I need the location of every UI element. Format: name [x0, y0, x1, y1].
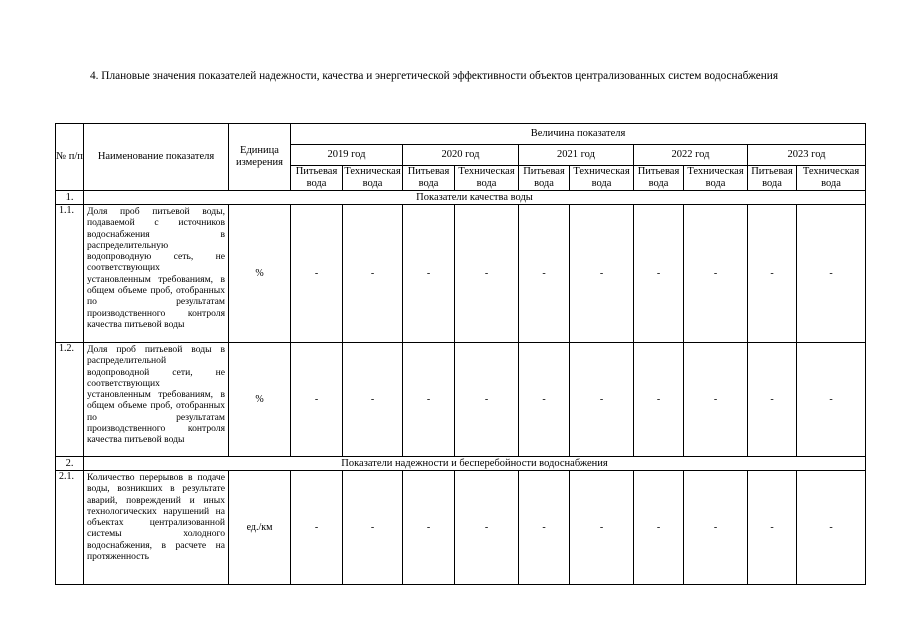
header-drinking: Питьевая вода: [748, 166, 797, 191]
header-year: 2021 год: [519, 145, 634, 166]
section-row: [56, 191, 866, 205]
indicators-table: [55, 123, 866, 585]
header-row-1: [56, 124, 866, 145]
value-cell: -: [748, 471, 797, 585]
header-drinking: Питьевая вода: [519, 166, 570, 191]
table-row: [56, 343, 866, 457]
section-number: 1.: [56, 191, 84, 205]
header-drinking: Питьевая вода: [634, 166, 684, 191]
value-cell: -: [519, 343, 570, 457]
header-year: 2020 год: [403, 145, 519, 166]
header-year: 2023 год: [748, 145, 866, 166]
value-cell: -: [519, 471, 570, 585]
value-cell: -: [403, 471, 455, 585]
section-number: 2.: [56, 457, 84, 471]
value-cell: -: [343, 471, 403, 585]
indicator-unit: %: [229, 343, 291, 457]
indicator-unit: ед./км: [229, 471, 291, 585]
header-value: Величина показателя: [291, 124, 866, 145]
header-num: № п/п: [56, 124, 84, 191]
indicator-name: Количество перерывов в подаче воды, возникших в результате аварий, повреждений и иных технологических нарушений на объектах централизованной системы холодного водоснабжения, в расчете на протяженность: [84, 471, 229, 585]
value-cell: -: [455, 471, 519, 585]
header-drinking: Питьевая вода: [291, 166, 343, 191]
header-technical: Техническая вода: [344, 166, 401, 189]
section-title: Показатели надежности и бесперебойности водоснабжения: [84, 457, 866, 471]
value-cell: -: [570, 343, 634, 457]
row-number: 1.2.: [56, 343, 84, 457]
value-cell: -: [797, 343, 866, 457]
value-cell: -: [570, 205, 634, 343]
header-year: 2019 год: [291, 145, 403, 166]
value-cell: -: [634, 471, 684, 585]
row-number: 2.1.: [56, 471, 84, 585]
value-cell: -: [291, 471, 343, 585]
value-cell: -: [455, 343, 519, 457]
table-row: [56, 205, 866, 343]
header-technical: Техническая вода: [684, 166, 748, 191]
value-cell: -: [519, 205, 570, 343]
section-row: [56, 457, 866, 471]
value-cell: -: [634, 343, 684, 457]
value-cell: -: [684, 205, 748, 343]
value-cell: -: [797, 471, 866, 585]
header-technical: Техническая вода: [570, 166, 634, 191]
indicator-unit: %: [229, 205, 291, 343]
value-cell: -: [684, 343, 748, 457]
value-cell: -: [748, 205, 797, 343]
section-heading: [62, 69, 858, 84]
header-drinking: Питьевая вода: [403, 166, 455, 191]
value-cell: -: [797, 205, 866, 343]
section-heading-text: 4. Плановые значения показателей надежности, качества и энергетической эффективности объектов централизованных систем водоснабжения: [90, 70, 779, 82]
header-year: 2022 год: [634, 145, 748, 166]
value-cell: -: [403, 343, 455, 457]
header-unit: Единица измерения: [229, 124, 291, 191]
value-cell: -: [403, 205, 455, 343]
value-cell: -: [684, 471, 748, 585]
header-technical: Техническая вода: [797, 166, 866, 191]
value-cell: -: [291, 343, 343, 457]
table-row: [56, 471, 866, 585]
value-cell: -: [455, 205, 519, 343]
value-cell: -: [570, 471, 634, 585]
value-cell: -: [343, 343, 403, 457]
row-number: 1.1.: [56, 205, 84, 343]
value-cell: -: [343, 205, 403, 343]
section-title: Показатели качества воды: [84, 191, 866, 205]
value-cell: -: [634, 205, 684, 343]
header-technical: Техническая вода: [455, 166, 519, 191]
value-cell: -: [291, 205, 343, 343]
indicator-name: Доля проб питьевой воды в распределительной водопроводной сети, не соответствующих установленным требованиям, в общем объеме проб, отобранных по результатам производственного контроля качества питьевой воды: [84, 343, 229, 457]
value-cell: -: [748, 343, 797, 457]
header-name: Наименование показателя: [84, 124, 229, 191]
indicator-name: Доля проб питьевой воды, подаваемой с источников водоснабжения в распределительную водопроводную сеть, не соответствующих установленным требованиям, в общем объеме проб, отобранных по результатам производственного контроля качества питьевой воды: [84, 205, 229, 343]
